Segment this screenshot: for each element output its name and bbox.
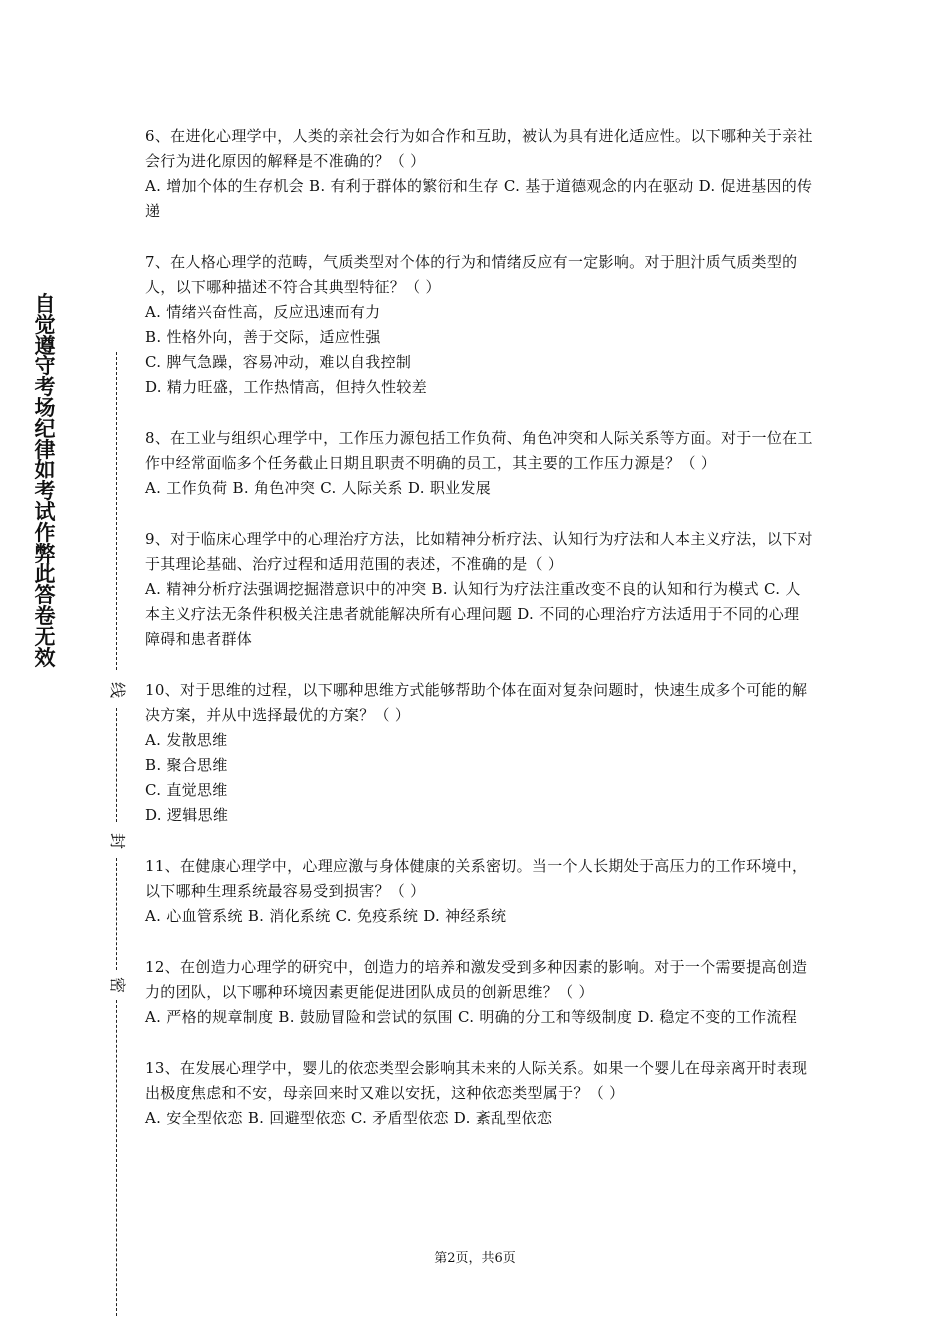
option-c: C. 直觉思维	[145, 781, 228, 799]
seal-label-secret: 密	[108, 976, 127, 993]
question-stem: 9、对于临床心理学中的心理治疗方法，比如精神分析疗法、认知行为疗法和人本主义疗法，以下对于其理论基础、治疗过程和适用范围的表述，不准确的是（ ）	[145, 530, 813, 573]
question-options: A. 心血管系统 B. 消化系统 C. 免疫系统 D. 神经系统	[145, 907, 507, 925]
question-stem: 6、在进化心理学中，人类的亲社会行为如合作和互助，被认为具有进化适应性。以下哪种关于亲社会行为进化原因的解释是不准确的？（ ）	[145, 127, 813, 170]
option-d: D. 精力旺盛，工作热情高，但持久性较差	[145, 378, 428, 396]
question-stem: 13、在发展心理学中，婴儿的依恋类型会影响其未来的人际关系。如果一个婴儿在母亲离开时表现出极度焦虑和不安，母亲回来时又难以安抚，这种依恋类型属于？（ ）	[145, 1059, 808, 1102]
question-12	[145, 955, 813, 1030]
option-b: B. 聚合思维	[145, 756, 228, 774]
question-10	[145, 678, 813, 828]
question-11	[145, 854, 813, 929]
question-options: A. 工作负荷 B. 角色冲突 C. 人际关系 D. 职业发展	[145, 479, 492, 497]
question-list	[145, 124, 813, 1157]
question-6	[145, 124, 813, 224]
seal-dashed-line	[116, 1000, 117, 1316]
option-b: B. 性格外向，善于交际，适应性强	[145, 328, 381, 346]
question-options: A. 精神分析疗法强调挖掘潜意识中的冲突 B. 认知行为疗法注重改变不良的认知和行为模式 C. 人本主义疗法无条件积极关注患者就能解决所有心理问题 D. 不同的心理治疗方法适用于不同的心理障碍和患者群体	[145, 580, 801, 648]
question-9	[145, 527, 813, 652]
question-options: A. 安全型依恋 B. 回避型依恋 C. 矛盾型依恋 D. 紊乱型依恋	[145, 1109, 553, 1127]
seal-label-line: 线	[108, 681, 127, 698]
question-stem: 12、在创造力心理学的研究中，创造力的培养和激发受到多种因素的影响。对于一个需要提高创造力的团队，以下哪种环境因素更能促进团队成员的创新思维？（ ）	[145, 958, 808, 1001]
question-options: A. 增加个体的生存机会 B. 有利于群体的繁衍和生存 C. 基于道德观念的内在驱动 D. 促进基因的传递	[145, 177, 813, 220]
exam-discipline-notice: 自觉遵守考场纪律如考试作弊此答卷无效	[34, 292, 56, 670]
question-stem: 10、对于思维的过程，以下哪种思维方式能够帮助个体在面对复杂问题时，快速生成多个可能的解决方案，并从中选择最优的方案？（ ）	[145, 681, 808, 724]
seal-dashed-line	[116, 708, 117, 822]
option-d: D. 逻辑思维	[145, 806, 229, 824]
option-a: A. 情绪兴奋性高，反应迅速而有力	[145, 303, 381, 321]
question-7	[145, 250, 813, 400]
question-stem: 8、在工业与组织心理学中，工作压力源包括工作负荷、角色冲突和人际关系等方面。对于一位在工作中经常面临多个任务截止日期且职责不明确的员工，其主要的工作压力源是？（ ）	[145, 429, 813, 472]
option-c: C. 脾气急躁，容易冲动，难以自我控制	[145, 353, 412, 371]
page-number: 第2页，共6页	[434, 1251, 516, 1266]
question-options: A. 严格的规章制度 B. 鼓励冒险和尝试的氛围 C. 明确的分工和等级制度 D. 稳定不变的工作流程	[145, 1008, 798, 1026]
question-13	[145, 1056, 813, 1131]
seal-dashed-line	[116, 352, 117, 670]
question-stem: 7、在人格心理学的范畴，气质类型对个体的行为和情绪反应有一定影响。对于胆汁质气质类型的人，以下哪种描述不符合其典型特征？（ ）	[145, 253, 798, 296]
question-stem: 11、在健康心理学中，心理应激与身体健康的关系密切。当一个人长期处于高压力的工作环境中，以下哪种生理系统最容易受到损害？（ ）	[145, 857, 808, 900]
seal-dashed-line	[116, 858, 117, 970]
seal-label-seal: 封	[108, 832, 127, 849]
option-a: A. 发散思维	[145, 731, 228, 749]
question-8	[145, 426, 813, 501]
